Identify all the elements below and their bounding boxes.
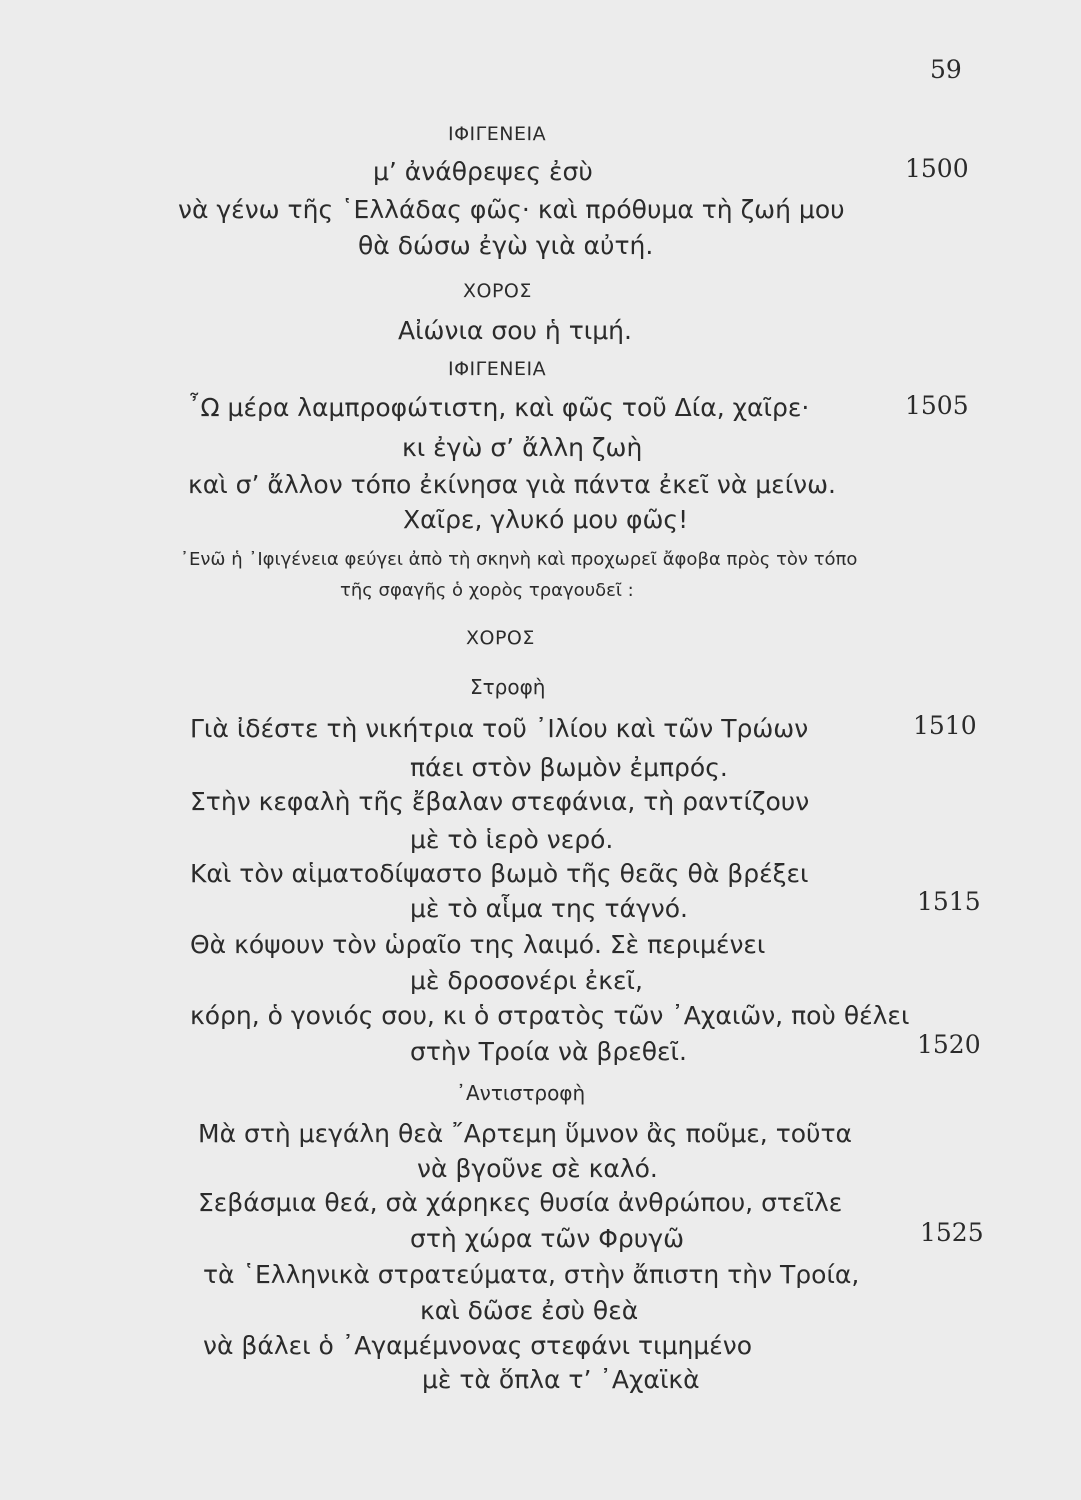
verse-line: μὲ δροσονέρι ἐκεῖ, [410, 966, 643, 995]
verse-line: μ’ ἀνάθρεψες ἐσὺ [373, 157, 593, 186]
verse-line: Αἰώνια σου ἡ τιμή. [398, 316, 632, 345]
line-number-1525: 1525 [920, 1218, 984, 1247]
stage-direction: ᾿Ενῶ ἡ ᾿Ιφιγένεια φεύγει ἀπὸ τὴ σκηνὴ καὶ προχωρεῖ ἄφοβα πρὸς τὸν τόπο [180, 549, 858, 570]
verse-line: νὰ βγοῦνε σὲ καλό. [417, 1154, 658, 1183]
line-number-1510: 1510 [913, 711, 977, 740]
verse-line: Χαῖρε, γλυκό μου φῶς! [403, 505, 689, 534]
stage-direction: τῆς σφαγῆς ὁ χορὸς τραγουδεῖ : [340, 580, 634, 601]
line-number-1515: 1515 [917, 887, 981, 916]
verse-line: Σεβάσμια θεά, σὰ χάρηκες θυσία ἀνθρώπου, στεῖλε [198, 1188, 843, 1217]
verse-line: στὴ χώρα τῶν Φρυγῶ [410, 1224, 684, 1253]
line-number-1520: 1520 [917, 1030, 981, 1059]
verse-line: κόρη, ὁ γονιός σου, κι ὁ στρατὸς τῶν ᾿Αχαιῶν, ποὺ θέλει [190, 1001, 910, 1030]
verse-line: μὲ τὸ ἱερὸ νερό. [410, 825, 614, 854]
speaker-iphigenia: ΙΦΙΓΕΝΕΙΑ [448, 358, 547, 380]
verse-line: μὲ τὸ αἷμα της τάγνό. [410, 894, 688, 923]
verse-line: θὰ δώσω ἐγὼ γιὰ αὐτή. [358, 231, 654, 260]
verse-line: στὴν Τροία νὰ βρεθεῖ. [410, 1037, 687, 1066]
verse-line: πάει στὸν βωμὸν ἐμπρός. [410, 753, 728, 782]
page-number: 59 [930, 55, 962, 84]
speaker-iphigenia: ΙΦΙΓΕΝΕΙΑ [448, 123, 547, 145]
verse-line: Γιὰ ἰδέστε τὴ νικήτρια τοῦ ᾿Ιλίου καὶ τῶν Τρώων [190, 714, 809, 743]
verse-line: Καὶ τὸν αἱματοδίψαστο βωμὸ τῆς θεᾶς θὰ βρέξει [190, 859, 809, 888]
speaker-chorus: ΧΟΡΟΣ [463, 280, 532, 302]
verse-line: ῏Ω μέρα λαμπροφώτιστη, καὶ φῶς τοῦ Δία, χαῖρε· [188, 393, 810, 422]
verse-line: Θὰ κόψουν τὸν ὡραῖο της λαιμό. Σὲ περιμένει [190, 930, 766, 959]
line-number-1500: 1500 [905, 154, 969, 183]
verse-line: νὰ βάλει ὁ ᾿Αγαμέμνονας στεφάνι τιμημένο [203, 1331, 752, 1360]
line-number-1505: 1505 [905, 391, 969, 420]
verse-line: καὶ δῶσε ἐσὺ θεὰ [420, 1296, 639, 1325]
verse-line: Στὴν κεφαλὴ τῆς ἔβαλαν στεφάνια, τὴ ραντίζουν [190, 787, 810, 816]
strophe-heading: Στροφὴ [470, 675, 546, 699]
verse-line: μὲ τὰ ὅπλα τ’ ᾿Αχαϊκὰ [422, 1365, 700, 1394]
verse-line: κι ἐγὼ σ’ ἄλλη ζωὴ [402, 433, 643, 462]
verse-line: καὶ σ’ ἄλλον τόπο ἐκίνησα γιὰ πάντα ἐκεῖ νὰ μείνω. [188, 470, 836, 499]
verse-line: Μὰ στὴ μεγάλη θεὰ ῎Αρτεμη ὕμνον ἂς ποῦμε, τοῦτα [198, 1119, 853, 1148]
verse-line: τὰ ῾Ελληνικὰ στρατεύματα, στὴν ἄπιστη τὴν Τροία, [203, 1260, 860, 1289]
verse-line: νὰ γένω τῆς ῾Ελλάδας φῶς· καὶ πρόθυμα τὴ ζωή μου [178, 195, 845, 224]
antistrophe-heading: ᾿Αντιστροφὴ [456, 1081, 586, 1105]
speaker-chorus: ΧΟΡΟΣ [466, 627, 535, 649]
